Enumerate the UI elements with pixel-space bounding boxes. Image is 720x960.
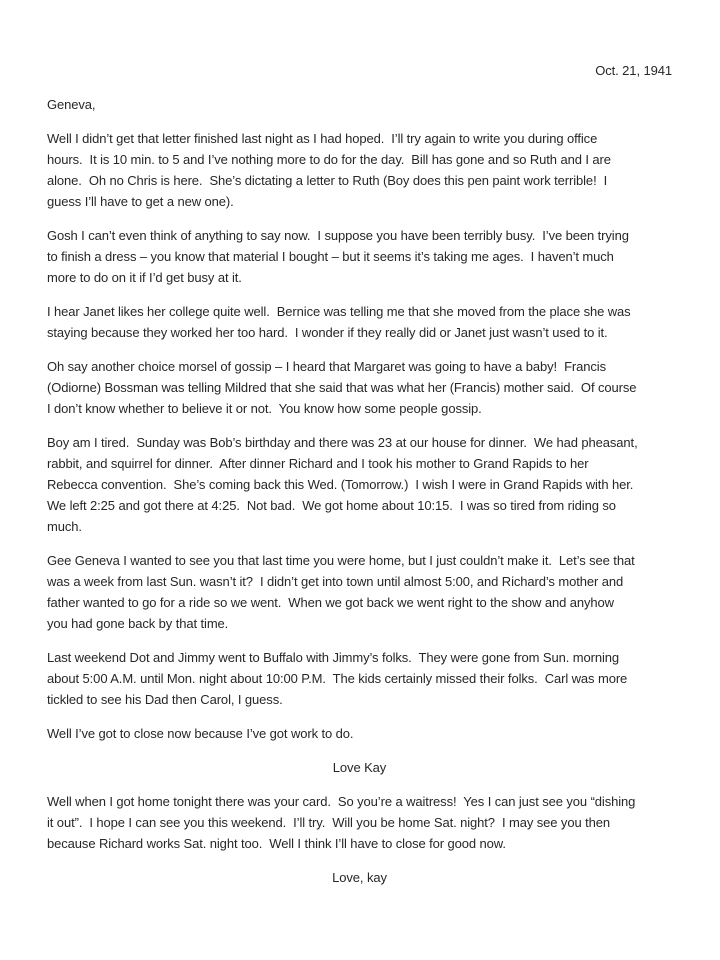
letter-date: Oct. 21, 1941 xyxy=(595,63,672,78)
paragraph xyxy=(47,301,672,343)
text-line: about 5:00 A.M. until Mon. night about 10:00 P.M. The kids certainly missed their folks. Carl was more xyxy=(47,671,628,686)
text-line: rabbit, and squirrel for dinner. After dinner Richard and I took his mother to Grand Rapids to her xyxy=(47,456,589,471)
text-line: it out”. I hope I can see you this weekend. I’ll try. Will you be home Sat. night? I may see you then xyxy=(47,815,610,830)
text-line: Love, kay xyxy=(332,870,387,885)
paragraph xyxy=(47,550,672,634)
text-line: you had gone back by that time. xyxy=(47,616,229,631)
text-line: (Odiorne) Bossman was telling Mildred that she said that was what her (Francis) mother said. Of course xyxy=(47,380,637,395)
text-line: much. xyxy=(47,519,82,534)
paragraph xyxy=(47,791,672,854)
text-line: father wanted to go for a ride so we went. When we got back we went right to the show and anyhow xyxy=(47,595,614,610)
paragraph xyxy=(47,432,672,537)
text-line: I don’t know whether to believe it or not. You know how some people gossip. xyxy=(47,401,482,416)
text-line: guess I’ll have to get a new one). xyxy=(47,194,234,209)
signoff xyxy=(47,867,672,888)
text-line: Boy am I tired. Sunday was Bob’s birthday and there was 23 at our house for dinner. We had pheasant, xyxy=(47,435,638,450)
paragraph xyxy=(47,225,672,288)
text-line: Well when I got home tonight there was your card. So you’re a waitress! Yes I can just see you “dishing xyxy=(47,794,636,809)
text-line: Last weekend Dot and Jimmy went to Buffalo with Jimmy’s folks. They were gone from Sun. morning xyxy=(47,650,620,665)
text-line: Love Kay xyxy=(332,760,387,775)
text-line: more to do on it if I’d get busy at it. xyxy=(47,270,242,285)
text-line: Oh say another choice morsel of gossip – I heard that Margaret was going to have a baby! Francis xyxy=(47,359,606,374)
text-line: Gosh I can’t even think of anything to say now. I suppose you have been terribly busy. I’ve been trying xyxy=(47,228,629,243)
text-line: alone. Oh no Chris is here. She’s dictating a letter to Ruth (Boy does this pen paint work terrible! I xyxy=(47,173,608,188)
text-line: hours. It is 10 min. to 5 and I’ve nothing more to do for the day. Bill has gone and so Ruth and I are xyxy=(47,152,611,167)
paragraph xyxy=(47,356,672,419)
text-line: We left 2:25 and got there at 4:25. Not bad. We got home about 10:15. I was so tired from riding so xyxy=(47,498,616,513)
text-line: was a week from last Sun. wasn’t it? I didn’t get into town until almost 5:00, and Richard’s mother and xyxy=(47,574,624,589)
text-line: tickled to see his Dad then Carol, I guess. xyxy=(47,692,283,707)
text-line: Gee Geneva I wanted to see you that last time you were home, but I just couldn’t make it. Let’s see that xyxy=(47,553,635,568)
text-line: staying because they worked her too hard. I wonder if they really did or Janet just wasn’t used to it. xyxy=(47,325,608,340)
text-line: Well I didn’t get that letter finished last night as I had hoped. I’ll try again to write you during office xyxy=(47,131,598,146)
paragraph xyxy=(47,723,672,744)
text-line: to finish a dress – you know that material I bought – but it seems it’s taking me ages. I haven’t much xyxy=(47,249,614,264)
signoff xyxy=(47,757,672,778)
paragraph xyxy=(47,647,672,710)
text-line: Rebecca convention. She’s coming back this Wed. (Tomorrow.) I wish I were in Grand Rapids with her. xyxy=(47,477,634,492)
letter-body xyxy=(47,128,672,888)
paragraph xyxy=(47,128,672,212)
text-line: I hear Janet likes her college quite well. Bernice was telling me that she moved from the place she was xyxy=(47,304,631,319)
letter-salutation: Geneva, xyxy=(47,97,96,112)
text-line: because Richard works Sat. night too. Well I think I’ll have to close for good now. xyxy=(47,836,506,851)
text-line: Well I’ve got to close now because I’ve got work to do. xyxy=(47,726,354,741)
